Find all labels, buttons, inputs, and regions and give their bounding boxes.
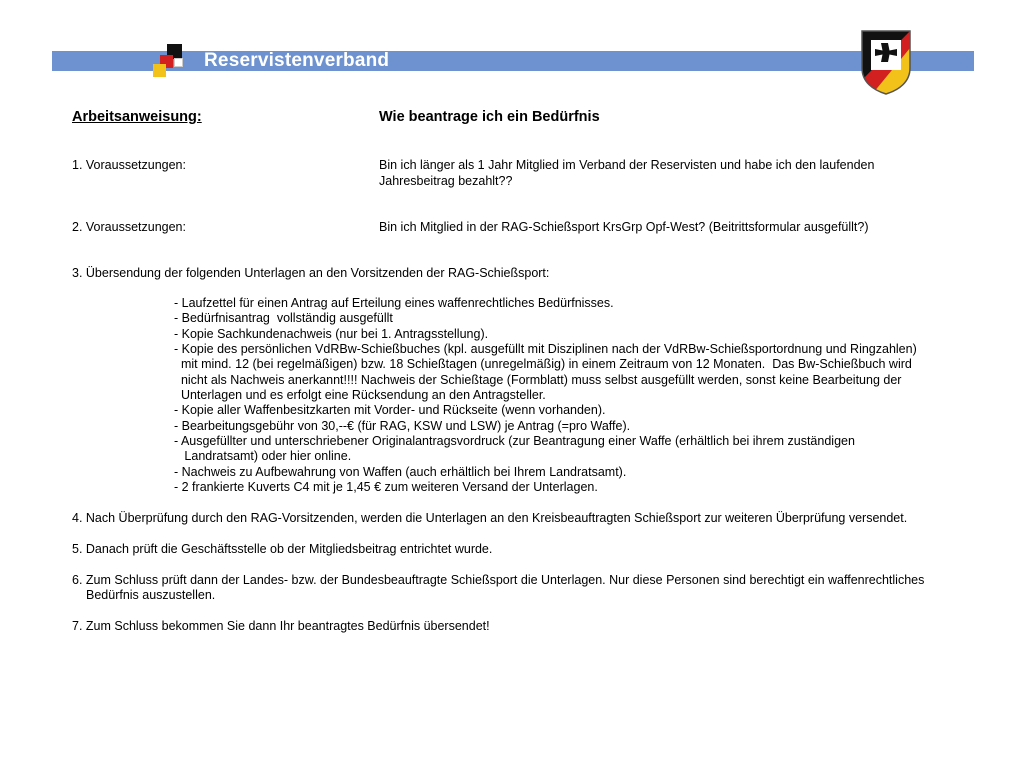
item-1-text-line2: Jahresbeitrag bezahlt?? <box>379 174 513 188</box>
item-3-text: 3. Übersendung der folgenden Unterlagen an den Vorsitzenden der RAG-Schießsport: <box>72 266 550 280</box>
list-item: - Kopie des persönlichen VdRBw-Schießbuches (kpl. ausgefüllt mit Disziplinen nach der VdRBw-Schießsportordnung und Ringzahlen) <box>174 342 917 356</box>
header-title: Reservistenverband <box>204 50 390 71</box>
list-item: Unterlagen und es erfolgt eine Rücksendung an den Antragsteller. <box>174 388 546 402</box>
list-item: - Laufzettel für einen Antrag auf Erteilung eines waffenrechtliches Bedürfnisses. <box>174 296 614 310</box>
list-item: - Bearbeitungsgebühr von 30,--€ (für RAG, KSW und LSW) je Antrag (=pro Waffe). <box>174 419 631 433</box>
item-6-text-line2: Bedürfnis auszustellen. <box>86 588 216 602</box>
item-2-label: 2. Voraussetzungen: <box>72 220 186 234</box>
list-item: - Bedürfnisantrag vollständig ausgefüllt <box>174 311 393 325</box>
heading-title: Wie beantrage ich ein Bedürfnis <box>379 109 600 125</box>
list-item: Landratsamt) oder hier online. <box>174 449 352 463</box>
item-5-text: 5. Danach prüft die Geschäftsstelle ob der Mitgliedsbeitrag entrichtet wurde. <box>72 542 493 556</box>
list-item: - Kopie aller Waffenbesitzkarten mit Vorder- und Rückseite (wenn vorhanden). <box>174 403 606 417</box>
iron-cross-crest-icon <box>859 28 913 96</box>
list-item: - Kopie Sachkundenachweis (nur bei 1. Antragsstellung). <box>174 327 489 341</box>
item-1-label: 1. Voraussetzungen: <box>72 158 186 172</box>
list-item: mit mind. 12 (bei regelmäßigen) bzw. 18 Schießtagen (unregelmäßig) in einem Zeitraum von 12 Monaten. Das Bw-Schießbuch wird <box>174 357 912 371</box>
item-1-text-line1: Bin ich länger als 1 Jahr Mitglied im Verband der Reservisten und habe ich den laufenden <box>379 158 875 172</box>
logo-square-gold <box>153 64 166 77</box>
heading-label: Arbeitsanweisung: <box>72 109 202 125</box>
header-banner <box>52 51 974 71</box>
list-item: - Nachweis zu Aufbewahrung von Waffen (auch erhältlich bei Ihrem Landratsamt). <box>174 465 627 479</box>
item-4-text: 4. Nach Überprüfung durch den RAG-Vorsitzenden, werden die Unterlagen an den Kreisbeauftragten Schießsport zur weiteren Überprüfung versendet. <box>72 511 908 525</box>
item-7-text: 7. Zum Schluss bekommen Sie dann Ihr beantragtes Bedürfnis übersendet! <box>72 619 490 633</box>
item-2-text: Bin ich Mitglied in der RAG-Schießsport KrsGrp Opf-West? (Beitrittsformular ausgefüllt?) <box>379 220 869 234</box>
logo-square-white <box>174 58 183 67</box>
list-item: - 2 frankierte Kuverts C4 mit je 1,45 € zum weiteren Versand der Unterlagen. <box>174 480 598 494</box>
list-item: - Ausgefüllter und unterschriebener Originalantragsvordruck (zur Beantragung einer Waffe (erhältlich bei ihrem zuständigen <box>174 434 855 448</box>
list-item: nicht als Nachweis anerkannt!!!! Nachweis der Schießtage (Formblatt) muss selbst ausgefüllt werden, sonst keine Bearbeitung der <box>174 373 902 387</box>
item-6-text-line1: 6. Zum Schluss prüft dann der Landes- bzw. der Bundesbeauftragte Schießsport die Unterlagen. Nur diese Personen sind berechtigt ein waffenrechtliches <box>72 573 925 587</box>
